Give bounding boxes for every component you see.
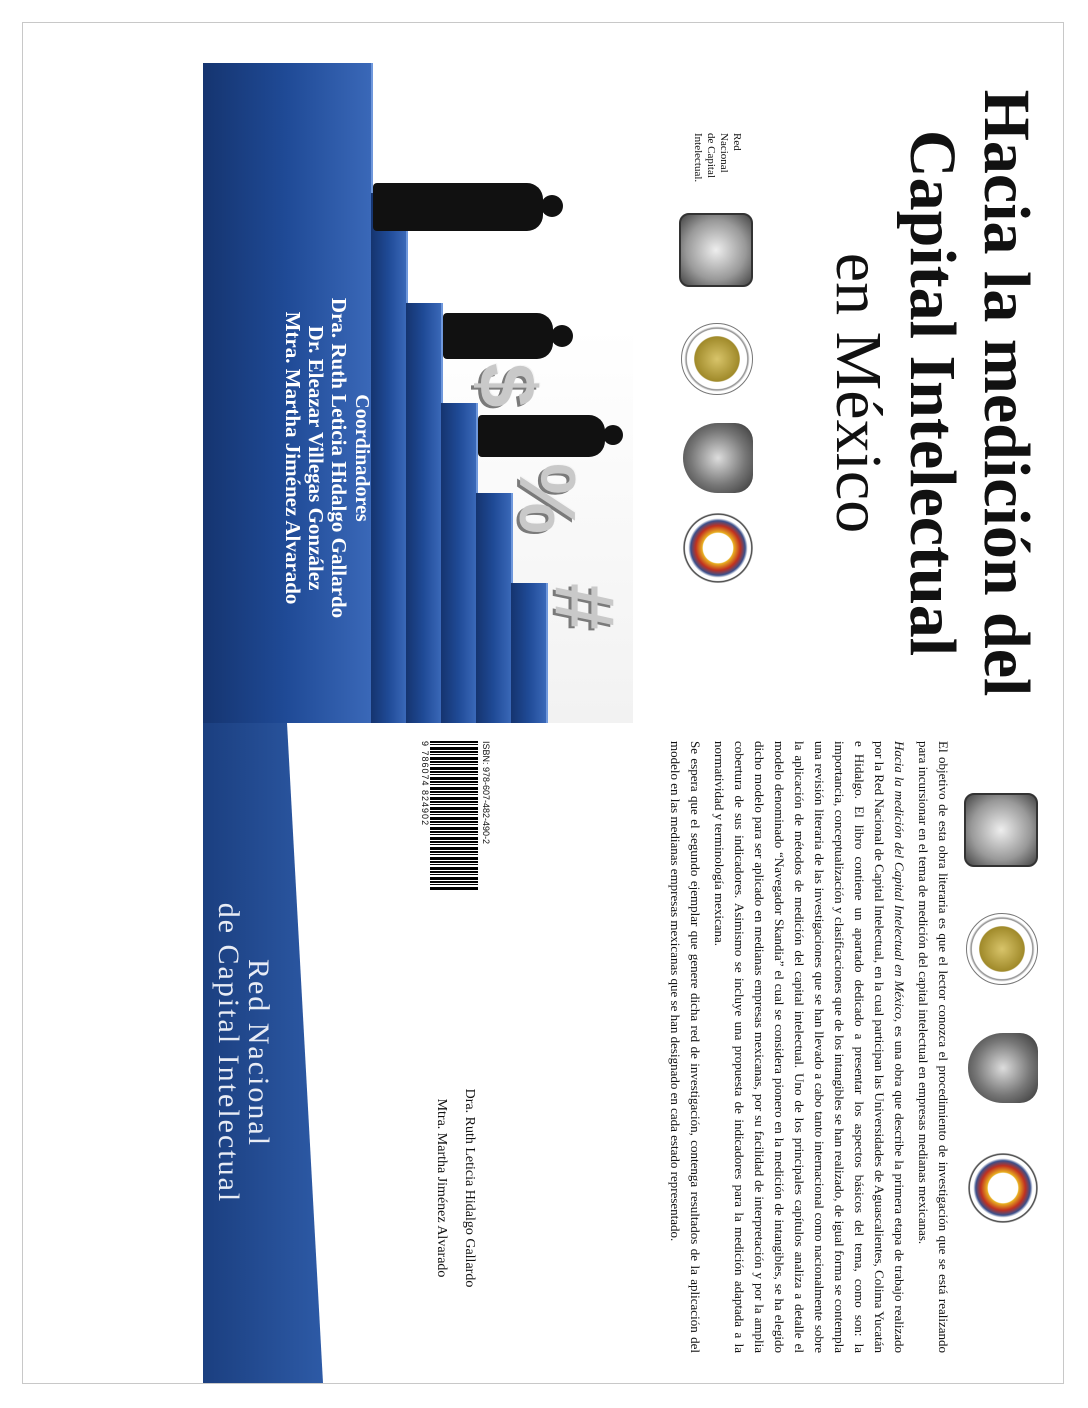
signature-1: Dra. Ruth Leticia Hidalgo Gallardo (462, 1088, 477, 1288)
coordinator-3: Mtra. Martha Jiménez Alvarado (281, 311, 305, 605)
isbn-digits: 9 786074 824902 (420, 741, 430, 827)
stairs-illustration (203, 63, 633, 723)
band-title (213, 753, 273, 1353)
band-line-2: de Capital Intelectual (212, 902, 245, 1204)
barcode-bars (430, 741, 478, 891)
paragraph-3: Se espera que el segundo ejemplar que genere dicha red de investigación, contenga resultados de la aplicación del modelo en las medianas empresas mexicanas que se han designado en cada estado representado. (668, 741, 703, 1353)
person-silhouette (443, 313, 553, 359)
colima-seal-logo (681, 323, 753, 395)
dollar-symbol: $ (463, 363, 552, 408)
hash-symbol: # (538, 583, 632, 630)
stair-step (371, 193, 408, 723)
person-head (551, 325, 573, 347)
stair-step (406, 303, 443, 723)
signature-2: Mtra. Martha Jiménez Alvarado (434, 1098, 449, 1278)
back-cover-text (661, 741, 953, 1353)
coordinators-text (281, 213, 373, 703)
person-head (541, 195, 563, 217)
isbn-barcode (413, 741, 491, 901)
coordinator-2: Dr. Eleazar Villegas González (304, 325, 328, 591)
title-line-2: Capital Intelectual (896, 129, 969, 657)
cover-title (821, 83, 1043, 703)
title-line-1: Hacia la medición del (970, 89, 1043, 697)
paragraph-1: El objetivo de esta obra literaria es que el lector conozca el procedimiento de investigación que se está realizando para incursionar en el tema de medición del capital intelectual en empresas medianas mexicanas. (916, 741, 951, 1353)
coordinators-heading: Coordinadores (351, 394, 373, 522)
coordinator-1: Dra. Ruth Leticia Hidalgo Gallardo (327, 297, 351, 619)
network-label: Red Nacional de Capital Intelectual. (692, 133, 743, 183)
back-cover (203, 723, 1063, 1383)
book-cover-sheet (22, 22, 1064, 1384)
stair-step (441, 403, 478, 723)
unison-shield-logo (679, 213, 753, 287)
isbn-label: ISBN: 978-607-482-490-2 (481, 741, 491, 845)
signatures (427, 1023, 483, 1353)
paragraph-2-body: , es una obra que describe la primera etapa de trabajo realizado por la Red Nacional de Capital Intelectual, en la cual participan las Universidades de Aguascalientes, Colima Yucatán e Hidalgo. El libro contiene un apartado dedicado a presentar los aspectos básicos del tema, como son: la importancia, conceptualización y clasificaciones que de los intangibles se han realizado, de igual forma se contempla una revisión literaria de las investigaciones que se han llevado a cabo tanto internacional como nacionalmente sobre la aplicación de métodos de medición del capital intelectual. Uno de los principales capítulos analiza a detalle el modelo denominado “Navegador Skandia” el cual se considera pionero en la medición de intangibles, se ha elegido dicho modelo para ser aplicado en medianas empresas mexicanas, por su facilidad de interpretación y por la amplia cobertura de sus indicadores. Asimismo se incluye una propuesta de indicadores para la medición adaptada a la normatividad y terminología mexicana. (712, 741, 907, 1354)
front-cover (203, 63, 1063, 723)
back-logo-row (963, 793, 1043, 1233)
yucatan-crest-logo (683, 423, 753, 493)
paragraph-2 (709, 741, 909, 1353)
book-title-italic: Hacia la medición del Capital Intelectual en México (892, 741, 907, 1019)
uaa-logo (968, 1153, 1038, 1223)
person-head (603, 425, 623, 445)
uaa-logo (683, 513, 753, 583)
title-line-3: en México (822, 252, 895, 534)
unison-shield-logo (964, 793, 1038, 867)
colima-seal-logo (966, 913, 1038, 985)
person-silhouette (373, 183, 543, 231)
front-logo-row (653, 133, 763, 563)
yucatan-crest-logo (968, 1033, 1038, 1103)
band-line-1: Red Nacional (242, 958, 275, 1148)
person-silhouette (478, 415, 605, 457)
percent-symbol: % (503, 463, 592, 535)
